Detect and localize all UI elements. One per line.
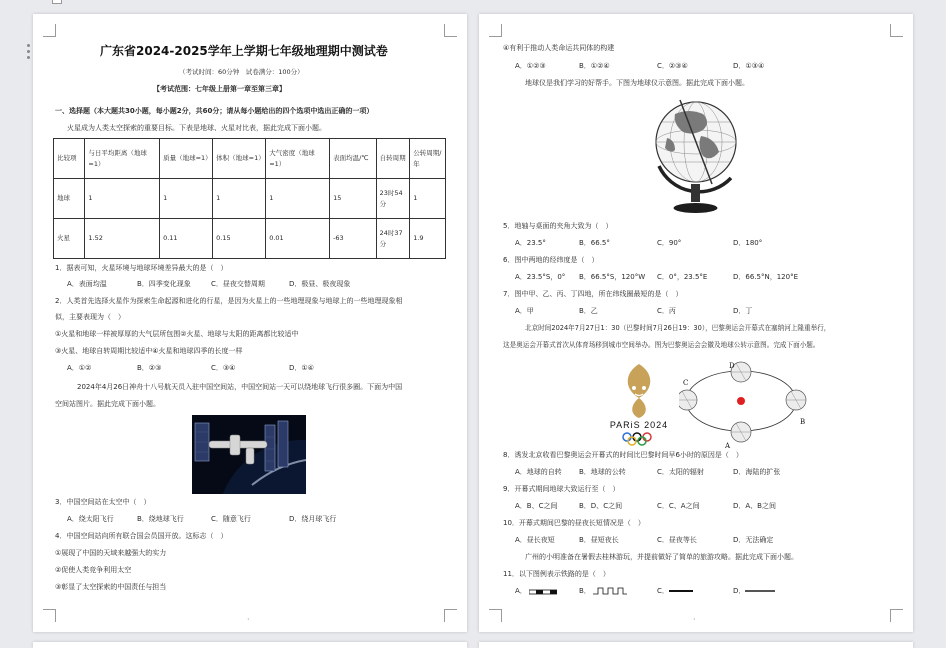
option-c[interactable]: C．	[657, 587, 669, 595]
sun-icon	[737, 397, 745, 405]
option-c[interactable]: C．丙	[657, 307, 676, 315]
option-d[interactable]: D．海陆的扩张	[733, 468, 781, 476]
question-7: 7．图中甲、乙、丙、丁四地，所在纬线圈最短的是（ ）	[503, 290, 683, 298]
table-header: 大气密度（地球=1）	[266, 139, 330, 179]
table-header: 公转周期/年	[410, 139, 446, 179]
table-cell: 15	[330, 179, 377, 219]
question-6: 6．图中两地的经纬度是（ ）	[503, 256, 599, 264]
space-station-image	[192, 415, 306, 494]
option-a[interactable]: A．23.5°S，0°	[515, 273, 566, 281]
question-2-items: ①火星和地球一样被厚厚的大气层所包围②火星、地球与太阳的距离都比较适中	[55, 330, 299, 338]
table-cell: 1	[160, 179, 213, 219]
intro-text: 2024年4月26日神舟十八号航天员入驻中国空间站，中国空间站一天可以绕地球飞行很多圈。下面为中国	[77, 383, 403, 391]
question-10: 10．开幕式期间巴黎的昼夜长短情况是（ ）	[503, 519, 645, 527]
option-c[interactable]: C．随意飞行	[211, 515, 251, 523]
table-cell: -63	[330, 219, 377, 259]
option-b[interactable]: B．D、C之间	[579, 502, 623, 510]
margin-mark	[444, 609, 457, 622]
option-d[interactable]: D．180°	[733, 239, 763, 247]
option-c[interactable]: C．0°，23.5°E	[657, 273, 708, 281]
option-c[interactable]: C．太阳的辐射	[657, 468, 704, 476]
table-cell: 1.9	[410, 219, 446, 259]
option-b[interactable]: B．地球的公转	[579, 468, 626, 476]
option-b[interactable]: B．	[579, 587, 591, 595]
page-footer-mark: ·	[693, 615, 696, 624]
table-row	[54, 179, 446, 219]
orbit-label-b: B	[800, 418, 806, 426]
option-c[interactable]: C．②③④	[657, 62, 688, 70]
option-b[interactable]: B．昼短夜长	[579, 536, 619, 544]
margin-mark	[444, 24, 457, 37]
exam-info: （考试时间：60分钟 试卷满分：100分）	[179, 68, 304, 76]
option-a[interactable]: A．绕太阳飞行	[67, 515, 114, 523]
document-page-2	[479, 14, 913, 632]
option-d[interactable]: D．①③④	[733, 62, 765, 70]
question-4: 4．中国空间站向所有联合国会员国开放。这标志（ ）	[55, 532, 228, 540]
option-d[interactable]: D．无法确定	[733, 536, 774, 544]
option-d[interactable]: D．丁	[733, 307, 753, 315]
option-a[interactable]: A．23.5°	[515, 239, 546, 247]
table-header: 比较项	[54, 139, 85, 179]
intro-text: 火星成为人类太空探索的重要目标。下表是地球、火星对比表，据此完成下面小题。	[67, 124, 326, 132]
table-cell: 23时54分	[376, 179, 410, 219]
question-3: 3．中国空间站在太空中（ ）	[55, 498, 151, 506]
margin-mark	[489, 24, 502, 37]
legend-symbol-c	[669, 589, 693, 593]
table-cell: 1	[85, 179, 160, 219]
option-b[interactable]: B．乙	[579, 307, 598, 315]
question-4-item: ②促使人类竞争利用太空	[55, 566, 132, 574]
option-d[interactable]: D．极昼、极夜现象	[289, 280, 351, 288]
option-a[interactable]: A．①②	[67, 364, 92, 372]
document-page-1	[33, 14, 467, 632]
question-4-item: ①展现了中国的天域来越强大的实力	[55, 549, 167, 557]
table-cell: 1	[410, 179, 446, 219]
table-cell: 地球	[54, 179, 85, 219]
comparison-table	[53, 138, 446, 259]
option-a[interactable]: A．地球的自转	[515, 468, 562, 476]
option-d[interactable]: D．66.5°N，120°E	[733, 273, 798, 281]
orbit-label-d: D	[729, 362, 735, 370]
option-a[interactable]: A．	[515, 587, 527, 595]
table-cell: 0.11	[160, 219, 213, 259]
table-header: 与日平均距离（地球=1）	[85, 139, 160, 179]
option-d[interactable]: D．绕月球飞行	[289, 515, 337, 523]
table-cell: 0.15	[213, 219, 266, 259]
option-b[interactable]: B．四季变化现象	[137, 280, 191, 288]
question-9: 9．开幕式期间地球大致运行至（ ）	[503, 485, 620, 493]
option-a[interactable]: A．①②③	[515, 62, 546, 70]
option-a[interactable]: A．甲	[515, 307, 534, 315]
option-d[interactable]: D．①④	[289, 364, 314, 372]
margin-mark	[43, 24, 56, 37]
table-cell: 1	[266, 179, 330, 219]
table-cell: 24时37分	[376, 219, 410, 259]
question-2: 2．人类首先选择火星作为探索生命起源和进化的行星，是因为火星上的一些地理现象与地球上的一些地理现象相	[55, 297, 403, 305]
paris-logo-text: PARiS 2024	[609, 420, 669, 430]
option-c[interactable]: C．③④	[211, 364, 236, 372]
intro-text: 地球仪是我们学习的好帮手。下图为地球仪示意图。据此完成下面小题。	[525, 79, 749, 87]
section-heading: 一、选择题（本大题共30小题，每小题2分，共60分；请从每小题给出的四个选项中选出正确的一项）	[55, 107, 374, 115]
page-title: 广东省2024-2025学年上学期七年级地理期中测试卷	[100, 44, 388, 58]
table-header: 表面均温/℃	[330, 139, 377, 179]
document-page-3-top	[33, 642, 467, 648]
table-header: 质量（地球=1）	[160, 139, 213, 179]
question-1: 1．据表可知，火星环境与地球环境差异最大的是（ ）	[55, 264, 228, 272]
option-b[interactable]: B．①②④	[579, 62, 610, 70]
document-page-4-top	[479, 642, 913, 648]
table-cell: 1.52	[85, 219, 160, 259]
option-c[interactable]: C．昼夜交替周期	[211, 280, 265, 288]
exam-scope: 【考试范围：七年级上册第一章至第三章】	[153, 85, 286, 93]
intro-text: 北京时间2024年7月27日1：30（巴黎时间7月26日19：30），巴黎奥运会开幕式在塞纳河上隆重举行，	[525, 324, 831, 332]
intro-text: 这是奥运会开幕式首次从体育场移到城市空间举办。图为巴黎奥运会会徽及地球公转示意图。完成下面小题。	[503, 341, 820, 349]
legend-symbol-a	[529, 589, 557, 595]
legend-symbol-b	[593, 587, 627, 595]
table-cell: 0.01	[266, 219, 330, 259]
top-checkbox[interactable]	[52, 0, 62, 4]
margin-mark	[890, 24, 903, 37]
margin-mark	[43, 609, 56, 622]
question-4-item: ④有利于推动人类命运共同体的构建	[503, 44, 615, 52]
intro-text: 空间站图片。据此完成下面小题。	[55, 400, 160, 408]
question-2-cont: 似，主要表现为（ ）	[55, 313, 125, 321]
orbit-label-c: C	[683, 379, 689, 387]
option-b[interactable]: B．②③	[137, 364, 162, 372]
margin-mark	[489, 609, 502, 622]
option-a[interactable]: A．表面均温	[67, 280, 107, 288]
table-header: 体积（地球=1）	[213, 139, 266, 179]
table-row	[54, 219, 446, 259]
question-2-items: ③火星、地球自转周期比较适中④火星和地球四季的长度一样	[55, 347, 243, 355]
question-8: 8．诱发北京收看巴黎奥运会开幕式的时间比巴黎时间早6小时的原因是（ ）	[503, 451, 743, 459]
globe-image	[645, 92, 747, 216]
option-c[interactable]: C．昼夜等长	[657, 536, 697, 544]
earth-orbit-diagram	[679, 360, 809, 452]
question-11: 11．以下图例表示铁路的是（ ）	[503, 570, 610, 578]
intro-text: 广州的小明准备在暑假去桂林游玩，并提前做好了简单的旅游攻略。据此完成下面小题。	[525, 553, 798, 561]
table-cell: 1	[213, 179, 266, 219]
option-c[interactable]: C．C、A之间	[657, 502, 700, 510]
option-b[interactable]: B．绕地球飞行	[137, 515, 184, 523]
option-c[interactable]: C．90°	[657, 239, 682, 247]
page-footer-mark: ·	[247, 615, 250, 624]
margin-mark	[890, 609, 903, 622]
option-d[interactable]: D．A、B之间	[733, 502, 776, 510]
option-d[interactable]: D．	[733, 587, 746, 595]
table-header-row	[54, 139, 446, 179]
question-5: 5．地轴与桌面的夹角大致为（ ）	[503, 222, 613, 230]
option-a[interactable]: A．B、C之间	[515, 502, 558, 510]
table-cell: 火星	[54, 219, 85, 259]
option-a[interactable]: A．昼长夜短	[515, 536, 555, 544]
question-4-item: ③彰显了太空探索的中国责任与担当	[55, 583, 167, 591]
option-b[interactable]: B．66.5°	[579, 239, 610, 247]
paris-2024-logo	[603, 360, 675, 446]
legend-symbol-d	[745, 589, 775, 593]
table-header: 自转周期	[376, 139, 410, 179]
option-b[interactable]: B．66.5°S，120°W	[579, 273, 646, 281]
orbit-label-a: A	[725, 442, 731, 450]
